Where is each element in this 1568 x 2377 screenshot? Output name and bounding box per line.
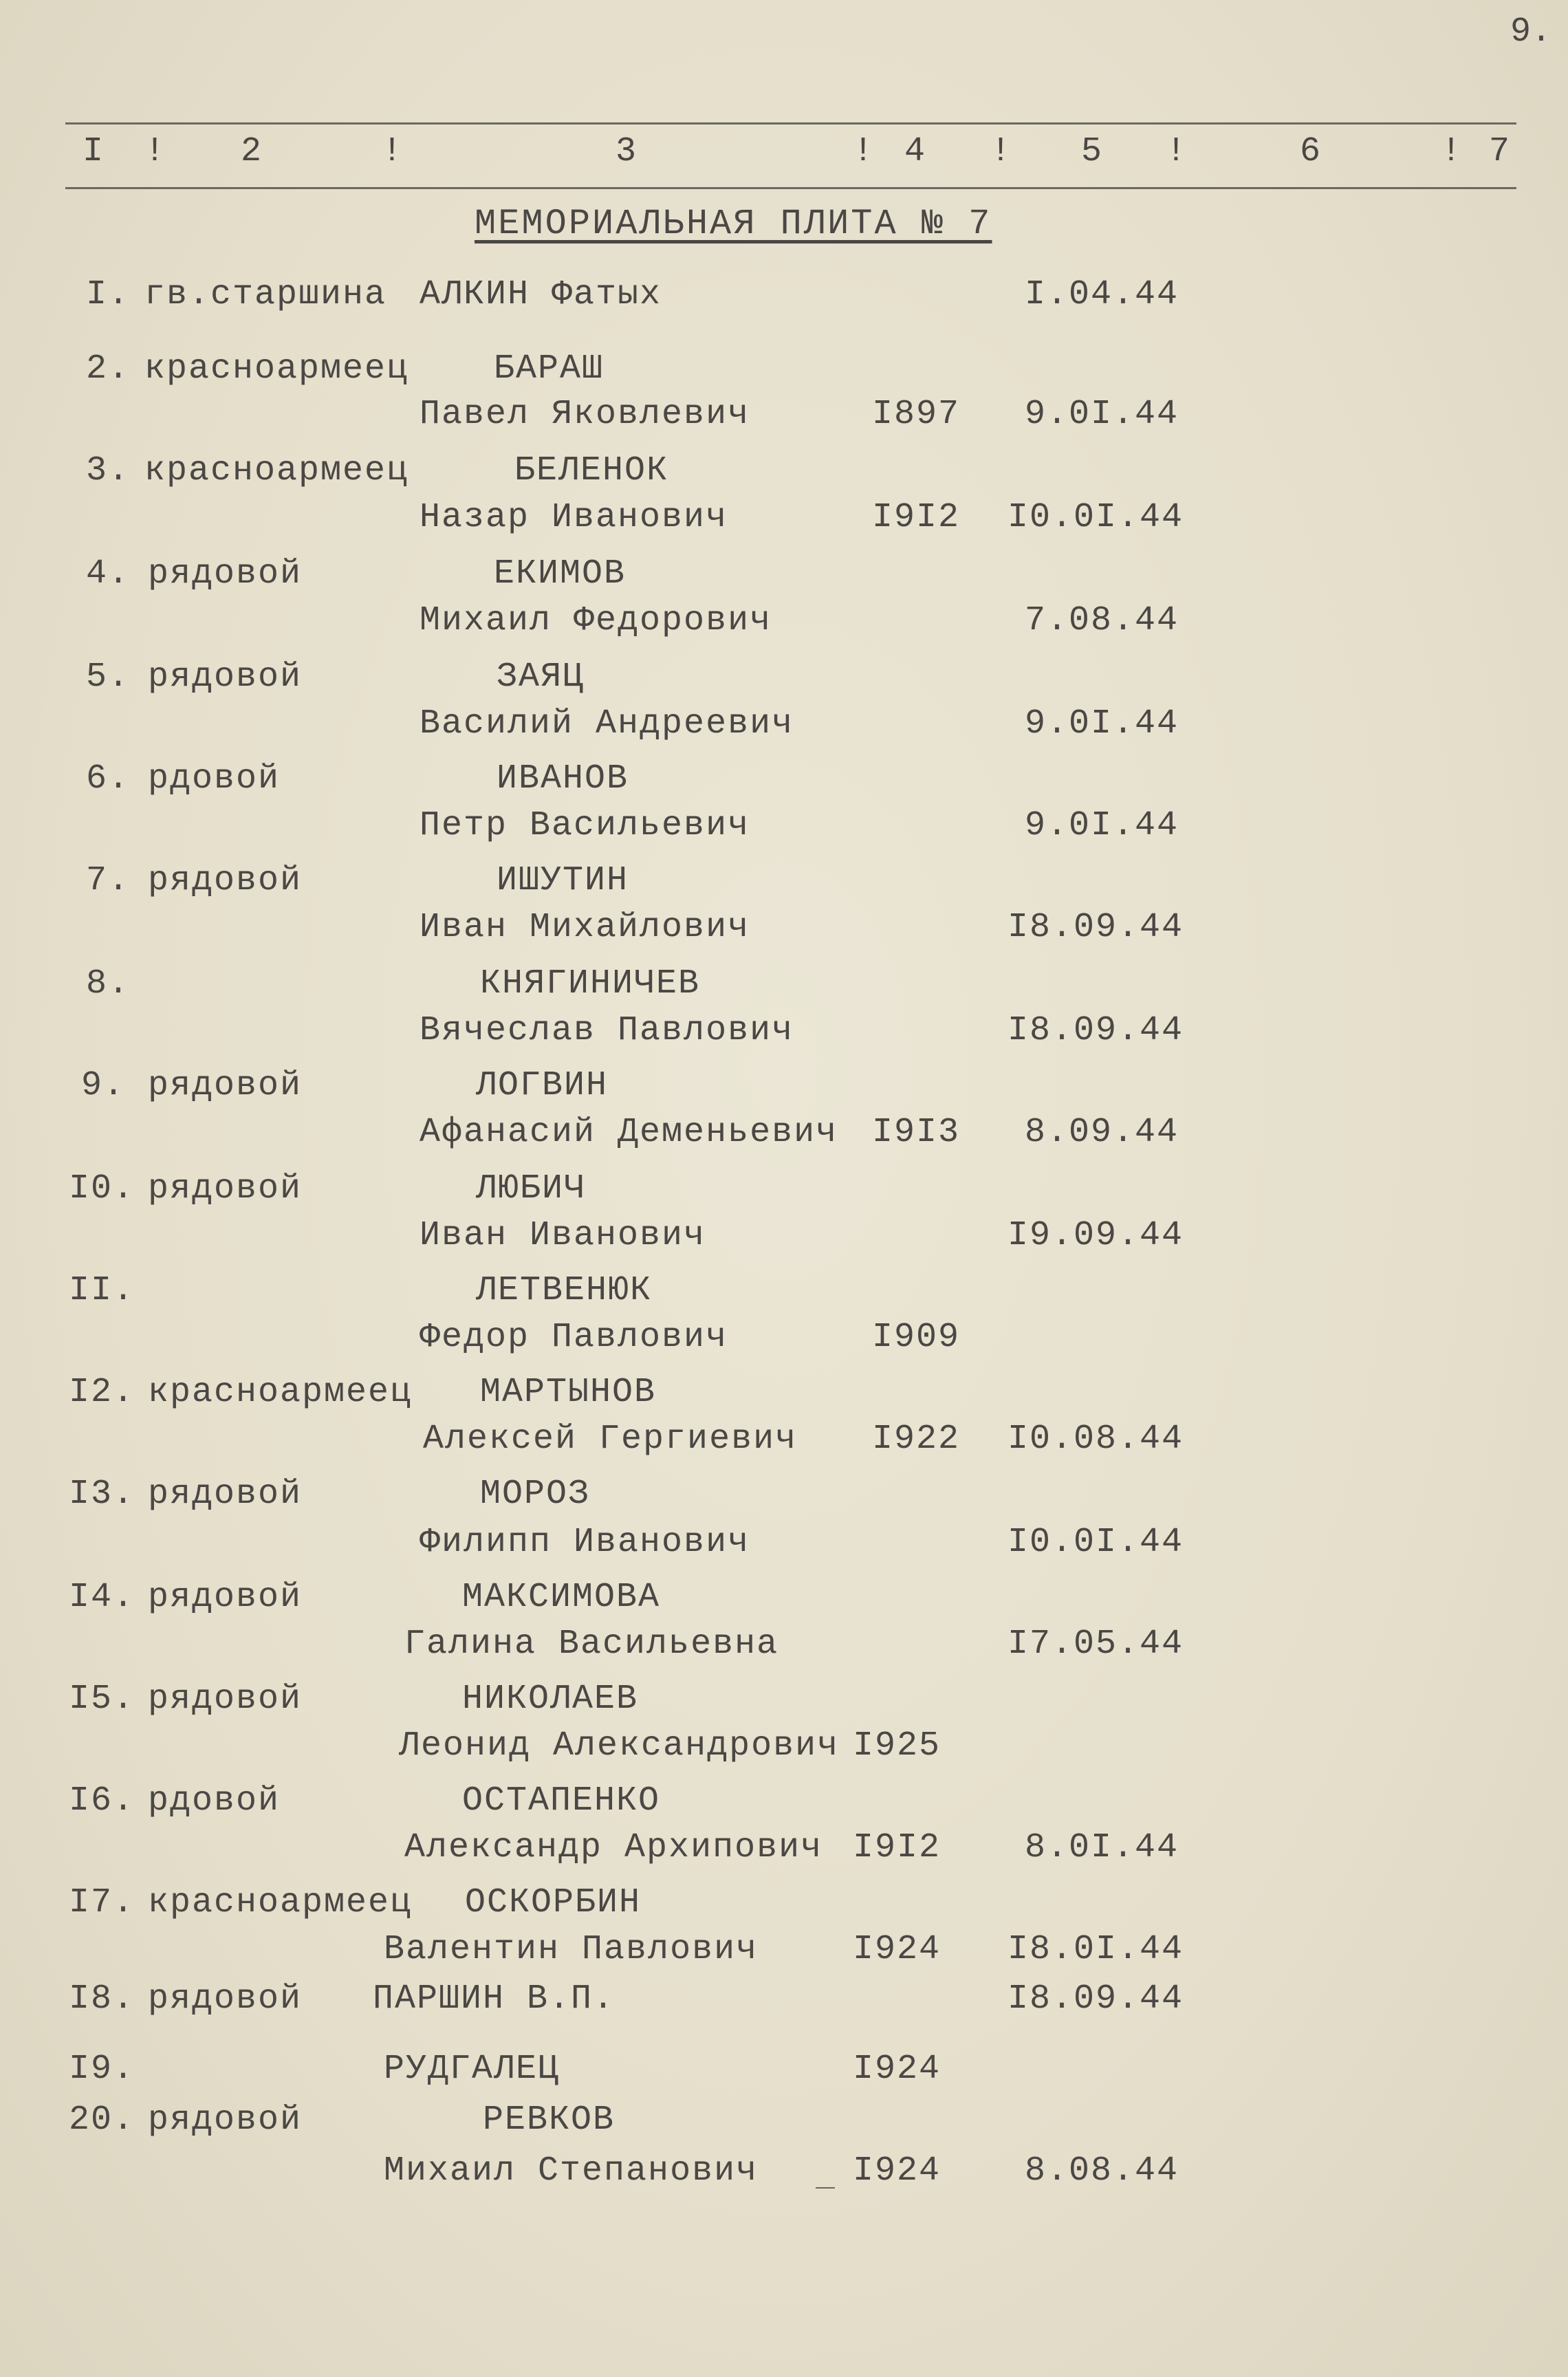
- row-surname: АЛКИН Фатых: [420, 275, 662, 314]
- row-rank: рядовой: [148, 1578, 303, 1617]
- row-given-name: Михаил Федорович: [420, 601, 772, 640]
- row-rank: красноармеец: [148, 1883, 413, 1922]
- column-separator: !: [382, 132, 403, 171]
- row-given-name: Федор Павлович: [420, 1318, 728, 1357]
- row-surname: ИШУТИН: [497, 861, 629, 900]
- row-number: 3.: [86, 451, 131, 490]
- row-surname: ЗАЯЦ: [497, 658, 585, 697]
- row-rank: рядовой: [148, 1979, 303, 2019]
- column-header-3: 3: [616, 132, 637, 171]
- header-rule-top: [65, 122, 1516, 124]
- row-surname: ОСКОРБИН: [465, 1883, 642, 1922]
- row-rank: рядовой: [148, 861, 303, 900]
- row-surname: ПАРШИН В.П.: [373, 1979, 616, 2019]
- row-given-name: Афанасий Деменьевич: [420, 1113, 838, 1152]
- row-number: I8.: [69, 1979, 135, 2019]
- row-number: 2.: [86, 349, 131, 389]
- row-surname: МАРТЫНОВ: [480, 1373, 657, 1412]
- row-birth-year: I9I3: [872, 1113, 961, 1152]
- column-separator: !: [1441, 132, 1462, 171]
- row-birth-year: I909: [872, 1318, 961, 1357]
- row-birth-year: I897: [872, 395, 961, 434]
- row-number: 7.: [86, 861, 131, 900]
- row-given-name: Вячеслав Павлович: [420, 1011, 794, 1050]
- row-rank: рядовой: [148, 1169, 303, 1208]
- row-rank: красноармеец: [144, 451, 409, 490]
- row-death-date: 9.0I.44: [1025, 704, 1179, 744]
- row-death-date: 8.0I.44: [1025, 1828, 1179, 1867]
- plate-title: МЕМОРИАЛЬНАЯ ПЛИТА № 7: [475, 204, 992, 244]
- row-death-date: I8.09.44: [1008, 1011, 1184, 1050]
- row-number: 6.: [86, 759, 131, 799]
- row-birth-year: I925: [853, 1726, 941, 1766]
- row-number: 5.: [86, 658, 131, 697]
- row-given-name: Михаил Степанович: [384, 2151, 759, 2191]
- row-surname: БАРАШ: [494, 349, 605, 389]
- row-given-name: Павел Яковлевич: [420, 395, 750, 434]
- row-death-date: I0.0I.44: [1008, 498, 1184, 537]
- row-given-name: Назар Иванович: [420, 498, 728, 537]
- column-header-2: 2: [241, 132, 262, 171]
- row-rank: красноармеец: [144, 349, 409, 389]
- row-surname: РЕВКОВ: [483, 2101, 616, 2140]
- column-header-4: 4: [904, 132, 926, 171]
- row-birth-year: I924: [853, 1930, 941, 1969]
- row-rank: рядовой: [148, 658, 303, 697]
- row-rank: красноармеец: [148, 1373, 413, 1412]
- row-rank: рдовой: [148, 759, 281, 799]
- row-birth-year: I9I2: [853, 1828, 941, 1867]
- row-surname: ИВАНОВ: [497, 759, 629, 799]
- row-surname: МОРОЗ: [480, 1475, 591, 1514]
- row-surname: ЛЮБИЧ: [476, 1169, 587, 1208]
- column-separator: !: [1166, 132, 1187, 171]
- row-number: I9.: [69, 2050, 135, 2089]
- row-death-date: 9.0I.44: [1025, 806, 1179, 845]
- row-death-date: 8.09.44: [1025, 1113, 1179, 1152]
- row-surname: БЕЛЕНОК: [514, 451, 669, 490]
- row-death-date: I8.09.44: [1008, 1979, 1184, 2019]
- row-death-date: 8.08.44: [1025, 2151, 1179, 2191]
- row-given-name: Иван Иванович: [420, 1216, 706, 1255]
- column-separator: !: [853, 132, 874, 171]
- row-rank: рядовой: [148, 554, 303, 594]
- header-rule-bottom: [65, 187, 1516, 189]
- row-surname: КНЯГИНИЧЕВ: [480, 964, 701, 1003]
- row-given-name: Алексей Гергиевич: [423, 1420, 798, 1459]
- page-number: 9.: [1510, 12, 1552, 52]
- row-death-date: I9.09.44: [1008, 1216, 1184, 1255]
- row-death-date: I8.0I.44: [1008, 1930, 1184, 1969]
- row-number: I3.: [69, 1475, 135, 1514]
- row-number: I6.: [69, 1781, 135, 1821]
- column-header-5: 5: [1081, 132, 1102, 171]
- row-number: 9.: [81, 1066, 126, 1105]
- row-number: I5.: [69, 1680, 135, 1719]
- row-death-date: 7.08.44: [1025, 601, 1179, 640]
- column-header-1: I: [83, 132, 104, 171]
- row-surname: РУДГАЛЕЦ: [384, 2050, 560, 2089]
- row-surname: НИКОЛАЕВ: [462, 1680, 639, 1719]
- row-number: I2.: [69, 1373, 135, 1412]
- row-death-date: I8.09.44: [1008, 908, 1184, 947]
- row-number: I0.: [69, 1169, 135, 1208]
- row-surname: ЛОГВИН: [476, 1066, 609, 1105]
- row-surname: ОСТАПЕНКО: [462, 1781, 661, 1821]
- row-rank: рядовой: [148, 1066, 303, 1105]
- row-given-name: Филипп Иванович: [420, 1523, 750, 1562]
- row-number: I7.: [69, 1883, 135, 1922]
- row-number: I.: [86, 275, 131, 314]
- row-given-name: Александр Архипович: [404, 1828, 823, 1867]
- row-number: 20.: [69, 2101, 135, 2140]
- row-number: 4.: [86, 554, 131, 594]
- row-rank: рядовой: [148, 2101, 303, 2140]
- row-birth-year: I924: [853, 2050, 941, 2089]
- row-death-date: I.04.44: [1025, 275, 1179, 314]
- row-birth-year: I9I2: [872, 498, 961, 537]
- row-given-name: Леонид Александрович: [399, 1726, 840, 1766]
- row-rank: рдовой: [148, 1781, 281, 1821]
- row-death-date: I7.05.44: [1008, 1625, 1184, 1664]
- row-surname: ЛЕТВЕНЮК: [476, 1271, 653, 1310]
- row-birth-year: I924: [853, 2151, 941, 2191]
- row-number: II.: [69, 1271, 135, 1310]
- row-surname: ЕКИМОВ: [494, 554, 627, 594]
- row-death-date: I0.08.44: [1008, 1420, 1184, 1459]
- row-given-name: Валентин Павлович: [384, 1930, 759, 1969]
- row-surname: МАКСИМОВА: [462, 1578, 661, 1617]
- row-given-name: Петр Васильевич: [420, 806, 750, 845]
- column-header-6: 6: [1300, 132, 1321, 171]
- row-death-date: 9.0I.44: [1025, 395, 1179, 434]
- row-given-name: Василий Андреевич: [420, 704, 794, 744]
- row-given-name: Галина Васильевна: [404, 1625, 779, 1664]
- row-given-name: Иван Михайлович: [420, 908, 750, 947]
- row-death-date: I0.0I.44: [1008, 1523, 1184, 1562]
- column-separator: !: [144, 132, 166, 171]
- row-rank: гв.старшина: [144, 275, 387, 314]
- column-separator: !: [990, 132, 1012, 171]
- column-header-7: 7: [1489, 132, 1510, 171]
- row-number: 8.: [86, 964, 131, 1003]
- row-rank: рядовой: [148, 1475, 303, 1514]
- row-rank: рядовой: [148, 1680, 303, 1719]
- row-number: I4.: [69, 1578, 135, 1617]
- row-birth-year: I922: [872, 1420, 961, 1459]
- margin-dash: [816, 2187, 835, 2189]
